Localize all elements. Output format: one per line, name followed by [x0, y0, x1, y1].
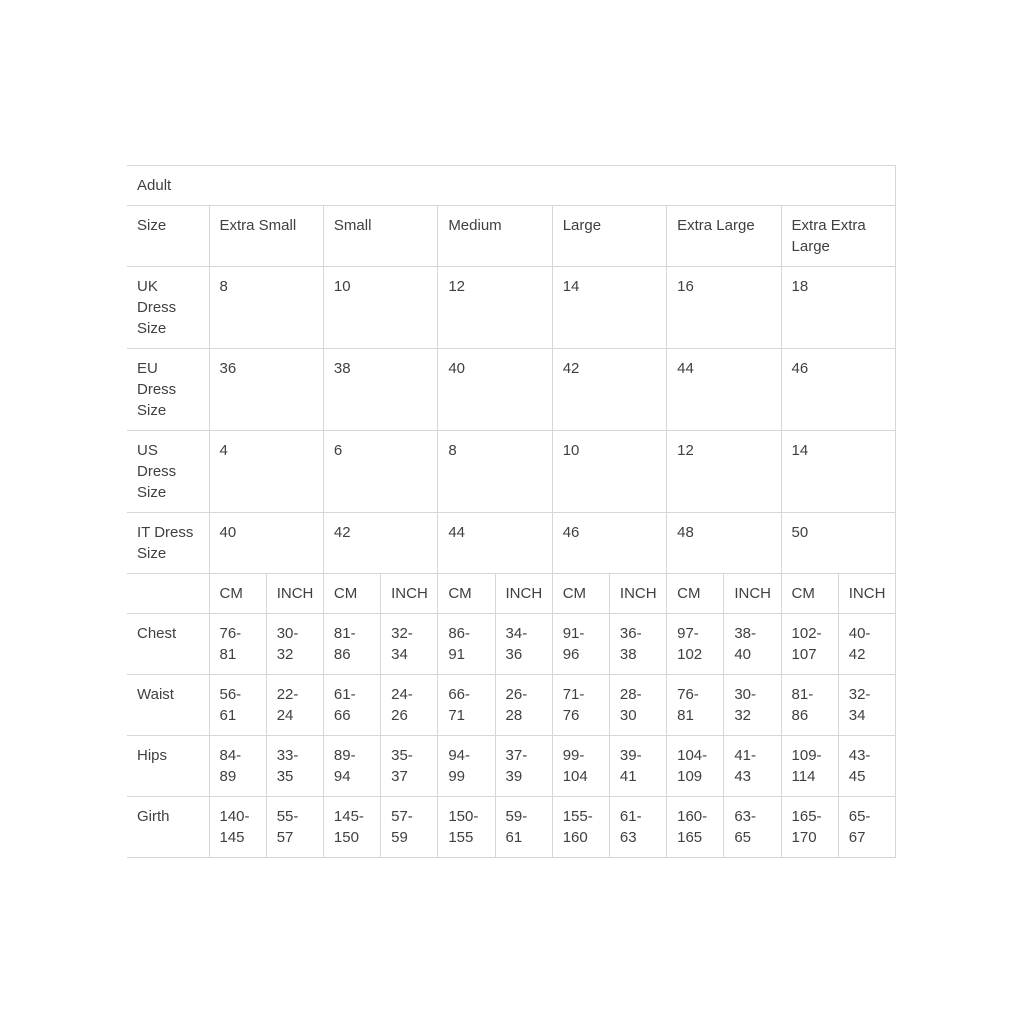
measurement-value-cm: 91-96 — [552, 614, 609, 675]
measurement-value-inch: 41-43 — [724, 736, 781, 797]
measurement-value-cm: 165-170 — [781, 797, 838, 858]
measurement-value-cm: 81-86 — [781, 675, 838, 736]
measurement-value-inch: 22-24 — [266, 675, 323, 736]
dress-size-value: 44 — [667, 349, 781, 431]
measurement-value-cm: 102-107 — [781, 614, 838, 675]
size-column-header-extra-small: Extra Small — [209, 206, 323, 267]
measurement-value-inch: 59-61 — [495, 797, 552, 858]
dress-size-value: 4 — [209, 431, 323, 513]
measurement-value-inch: 30-32 — [266, 614, 323, 675]
measurement-value-inch: 35-37 — [381, 736, 438, 797]
dress-size-value: 36 — [209, 349, 323, 431]
measurement-value-cm: 71-76 — [552, 675, 609, 736]
measurement-value-cm: 66-71 — [438, 675, 495, 736]
measurement-value-cm: 94-99 — [438, 736, 495, 797]
unit-header-cm: CM — [209, 574, 266, 614]
size-header-label-cell: Size — [127, 206, 209, 267]
measurement-label: Chest — [127, 614, 209, 675]
measurement-value-cm: 99-104 — [552, 736, 609, 797]
measurement-value-cm: 109-114 — [781, 736, 838, 797]
dress-size-value: 12 — [667, 431, 781, 513]
dress-size-row-label: IT Dress Size — [127, 513, 209, 574]
size-column-header-large: Large — [552, 206, 666, 267]
unit-header-inch: INCH — [838, 574, 895, 614]
measurement-row-girth — [127, 797, 896, 858]
measurement-value-inch: 33-35 — [266, 736, 323, 797]
dress-size-row-label: UK Dress Size — [127, 267, 209, 349]
unit-header-cm: CM — [667, 574, 724, 614]
dress-size-value: 44 — [438, 513, 552, 574]
dress-size-row-label: US Dress Size — [127, 431, 209, 513]
measurement-value-cm: 89-94 — [323, 736, 380, 797]
unit-header-inch: INCH — [609, 574, 666, 614]
dress-size-value: 50 — [781, 513, 895, 574]
unit-header-inch: INCH — [495, 574, 552, 614]
dress-size-value: 12 — [438, 267, 552, 349]
unit-header-row — [127, 574, 896, 614]
dress-size-row-eu — [127, 349, 896, 431]
unit-header-cm: CM — [323, 574, 380, 614]
unit-header-inch: INCH — [724, 574, 781, 614]
size-column-header-extra-extra-large: Extra Extra Large — [781, 206, 895, 267]
dress-size-value: 8 — [209, 267, 323, 349]
measurement-row-waist — [127, 675, 896, 736]
measurement-value-inch: 39-41 — [609, 736, 666, 797]
measurement-value-inch: 43-45 — [838, 736, 895, 797]
measurement-label: Girth — [127, 797, 209, 858]
measurement-row-chest — [127, 614, 896, 675]
measurement-value-inch: 28-30 — [609, 675, 666, 736]
group-header-row — [127, 166, 896, 206]
dress-size-value: 6 — [323, 431, 437, 513]
dress-size-row-us — [127, 431, 896, 513]
dress-size-value: 14 — [552, 267, 666, 349]
measurement-label: Waist — [127, 675, 209, 736]
dress-size-row-uk — [127, 267, 896, 349]
measurement-value-cm: 56-61 — [209, 675, 266, 736]
dress-size-value: 40 — [438, 349, 552, 431]
measurement-value-inch: 37-39 — [495, 736, 552, 797]
measurement-value-cm: 155-160 — [552, 797, 609, 858]
unit-header-inch: INCH — [266, 574, 323, 614]
size-column-header-extra-large: Extra Large — [667, 206, 781, 267]
size-chart-container — [127, 165, 896, 858]
measurement-value-cm: 150-155 — [438, 797, 495, 858]
measurement-value-inch: 57-59 — [381, 797, 438, 858]
measurement-value-cm: 140-145 — [209, 797, 266, 858]
measurement-value-inch: 65-67 — [838, 797, 895, 858]
measurement-value-cm: 86-91 — [438, 614, 495, 675]
dress-size-value: 10 — [552, 431, 666, 513]
dress-size-value: 40 — [209, 513, 323, 574]
size-column-header-medium: Medium — [438, 206, 552, 267]
measurement-value-cm: 104-109 — [667, 736, 724, 797]
group-header-cell: Adult — [127, 166, 896, 206]
measurement-value-inch: 30-32 — [724, 675, 781, 736]
dress-size-value: 42 — [552, 349, 666, 431]
measurement-value-cm: 145-150 — [323, 797, 380, 858]
measurement-value-cm: 81-86 — [323, 614, 380, 675]
measurement-value-cm: 160-165 — [667, 797, 724, 858]
size-column-header-small: Small — [323, 206, 437, 267]
dress-size-value: 14 — [781, 431, 895, 513]
dress-size-value: 16 — [667, 267, 781, 349]
size-chart-table — [127, 165, 896, 858]
measurement-value-cm: 61-66 — [323, 675, 380, 736]
measurement-value-cm: 84-89 — [209, 736, 266, 797]
unit-header-cm: CM — [781, 574, 838, 614]
measurement-value-cm: 97-102 — [667, 614, 724, 675]
size-header-row — [127, 206, 896, 267]
measurement-value-inch: 36-38 — [609, 614, 666, 675]
measurement-value-cm: 76-81 — [667, 675, 724, 736]
dress-size-value: 8 — [438, 431, 552, 513]
measurement-value-inch: 63-65 — [724, 797, 781, 858]
unit-header-inch: INCH — [381, 574, 438, 614]
dress-size-row-label: EU Dress Size — [127, 349, 209, 431]
measurement-value-cm: 76-81 — [209, 614, 266, 675]
dress-size-value: 48 — [667, 513, 781, 574]
dress-size-value: 38 — [323, 349, 437, 431]
measurement-row-hips — [127, 736, 896, 797]
measurement-label: Hips — [127, 736, 209, 797]
measurement-value-inch: 32-34 — [838, 675, 895, 736]
unit-header-spacer-cell — [127, 574, 209, 614]
unit-header-cm: CM — [552, 574, 609, 614]
measurement-value-inch: 61-63 — [609, 797, 666, 858]
dress-size-value: 46 — [781, 349, 895, 431]
measurement-value-inch: 55-57 — [266, 797, 323, 858]
measurement-value-inch: 34-36 — [495, 614, 552, 675]
dress-size-row-it — [127, 513, 896, 574]
dress-size-value: 46 — [552, 513, 666, 574]
measurement-value-inch: 24-26 — [381, 675, 438, 736]
measurement-value-inch: 38-40 — [724, 614, 781, 675]
measurement-value-inch: 26-28 — [495, 675, 552, 736]
dress-size-value: 10 — [323, 267, 437, 349]
dress-size-value: 42 — [323, 513, 437, 574]
dress-size-value: 18 — [781, 267, 895, 349]
measurement-value-inch: 32-34 — [381, 614, 438, 675]
unit-header-cm: CM — [438, 574, 495, 614]
measurement-value-inch: 40-42 — [838, 614, 895, 675]
